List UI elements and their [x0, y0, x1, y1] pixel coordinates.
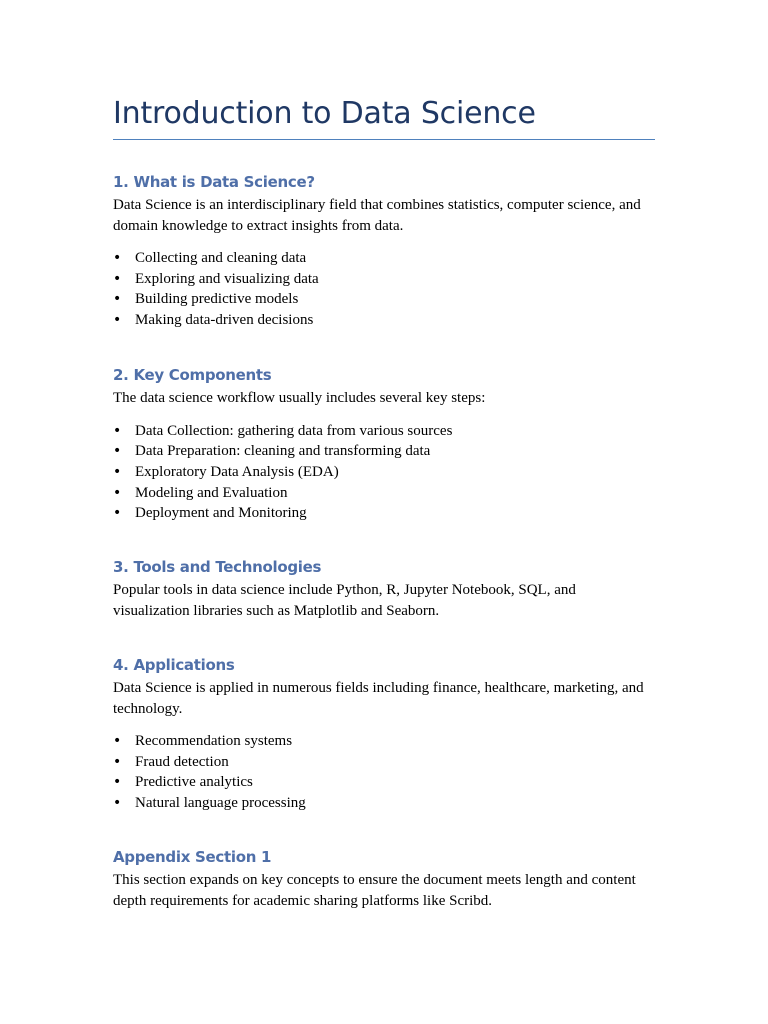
section-appendix-1	[113, 846, 655, 911]
bullet-list	[113, 731, 655, 814]
document-title: Introduction to Data Science	[113, 96, 536, 131]
bullet-icon: •	[113, 733, 122, 749]
list-item: • Deployment and Monitoring	[113, 503, 655, 524]
bullet-icon: •	[113, 422, 122, 439]
bullet-icon: •	[113, 484, 122, 501]
list-item: • Exploring and visualizing data	[113, 269, 655, 290]
section-paragraph: This section expands on key concepts to ensure the document meets length and content depth requirements for academic sharing platforms like Scribd.	[113, 872, 636, 909]
section-key-components	[113, 364, 655, 524]
section-paragraph: Data Science is an interdisciplinary field that combines statistics, computer science, and domain knowledge to extract insights from data.	[113, 197, 641, 234]
section-what-is-data-science	[113, 171, 655, 331]
bullet-icon: •	[113, 312, 122, 329]
section-tools-and-technologies	[113, 556, 655, 621]
section-applications	[113, 654, 655, 814]
list-item: • Fraud detection	[113, 752, 655, 773]
section-heading: 4. Applications	[113, 656, 235, 674]
section-heading: 1. What is Data Science?	[113, 173, 315, 191]
section-heading: 2. Key Components	[113, 366, 272, 384]
bullet-list	[113, 421, 655, 525]
bullet-icon: •	[113, 250, 122, 266]
list-item: • Data Preparation: cleaning and transforming data	[113, 441, 655, 462]
list-item: • Data Collection: gathering data from various sources	[113, 421, 655, 442]
bullet-icon: •	[113, 753, 122, 770]
list-item: • Natural language processing	[113, 793, 655, 814]
title-underline	[113, 139, 655, 140]
list-item: • Exploratory Data Analysis (EDA)	[113, 462, 655, 483]
bullet-icon: •	[113, 774, 122, 791]
section-paragraph: The data science workflow usually includes several key steps:	[113, 390, 486, 406]
list-item: • Building predictive models	[113, 289, 655, 310]
bullet-list	[113, 248, 655, 331]
list-item: • Modeling and Evaluation	[113, 483, 655, 504]
bullet-icon: •	[113, 463, 122, 480]
section-heading: 3. Tools and Technologies	[113, 558, 322, 576]
list-item: • Predictive analytics	[113, 772, 655, 793]
list-item: • Collecting and cleaning data	[113, 248, 655, 269]
bullet-icon: •	[113, 443, 122, 460]
bullet-icon: •	[113, 270, 122, 287]
section-paragraph: Data Science is applied in numerous fields including finance, healthcare, marketing, and technology.	[113, 680, 644, 717]
bullet-icon: •	[113, 505, 122, 522]
section-paragraph: Popular tools in data science include Python, R, Jupyter Notebook, SQL, and visualization libraries such as Matplotlib and Seaborn.	[113, 582, 576, 619]
list-item: • Recommendation systems	[113, 731, 655, 752]
list-item: • Making data-driven decisions	[113, 310, 655, 331]
bullet-icon: •	[113, 291, 122, 308]
section-heading: Appendix Section 1	[113, 848, 272, 866]
bullet-icon: •	[113, 795, 122, 812]
